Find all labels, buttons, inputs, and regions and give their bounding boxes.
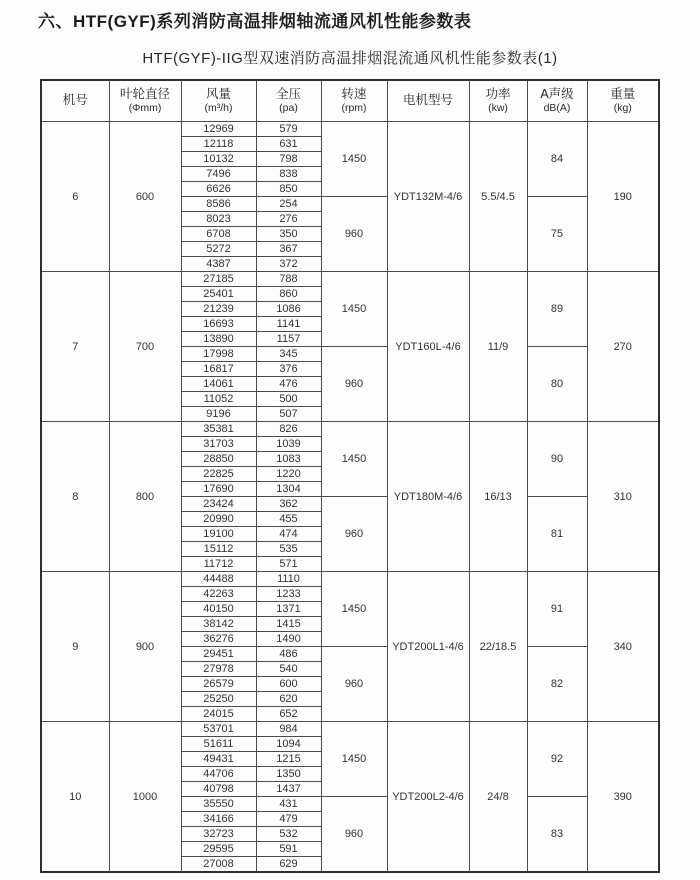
cell-rpm: 1450 <box>321 272 387 347</box>
cell-airflow: 11712 <box>181 557 256 572</box>
cell-airflow: 22825 <box>181 467 256 482</box>
cell-airflow: 29451 <box>181 647 256 662</box>
page-title: 六、HTF(GYF)系列消防高温排烟轴流通风机性能参数表 <box>38 12 472 31</box>
cell-airflow: 4387 <box>181 257 256 272</box>
cell-pressure: 376 <box>256 362 321 377</box>
cell-pressure: 579 <box>256 122 321 137</box>
cell-pressure: 826 <box>256 422 321 437</box>
col-header-label: 功率 <box>485 86 511 101</box>
cell-power: 11/9 <box>469 272 527 422</box>
cell-impeller-diameter: 1000 <box>109 722 181 873</box>
cell-noise-level: 90 <box>527 422 587 497</box>
cell-weight: 340 <box>587 572 659 722</box>
cell-pressure: 1141 <box>256 317 321 332</box>
cell-motor-model: YDT180M-4/6 <box>387 422 469 572</box>
col-header-label: 重量 <box>610 86 636 101</box>
cell-pressure: 1083 <box>256 452 321 467</box>
col-header-unit: (Φmm) <box>128 102 162 115</box>
cell-pressure: 345 <box>256 347 321 362</box>
cell-power: 24/8 <box>469 722 527 873</box>
cell-pressure: 838 <box>256 167 321 182</box>
cell-airflow: 23424 <box>181 497 256 512</box>
cell-pressure: 372 <box>256 257 321 272</box>
cell-motor-model: YDT132M-4/6 <box>387 122 469 272</box>
cell-impeller-diameter: 700 <box>109 272 181 422</box>
col-header-label: A声级 <box>540 86 574 101</box>
cell-motor-model: YDT200L2-4/6 <box>387 722 469 873</box>
cell-motor-model: YDT160L-4/6 <box>387 272 469 422</box>
cell-airflow: 28850 <box>181 452 256 467</box>
cell-noise-level: 83 <box>527 797 587 873</box>
cell-noise-level: 81 <box>527 497 587 572</box>
cell-rpm: 1450 <box>321 572 387 647</box>
col-header-motor-model <box>387 80 469 122</box>
cell-rpm: 960 <box>321 647 387 722</box>
cell-airflow: 38142 <box>181 617 256 632</box>
cell-rpm: 960 <box>321 497 387 572</box>
cell-airflow: 51611 <box>181 737 256 752</box>
col-header-label: 电机型号 <box>402 93 453 108</box>
cell-airflow: 31703 <box>181 437 256 452</box>
cell-airflow: 27008 <box>181 857 256 873</box>
table-row <box>41 272 659 287</box>
col-header-unit: dB(A) <box>543 102 571 115</box>
cell-pressure: 1415 <box>256 617 321 632</box>
cell-pressure: 431 <box>256 797 321 812</box>
cell-rpm: 1450 <box>321 122 387 197</box>
cell-power: 22/18.5 <box>469 572 527 722</box>
cell-pressure: 850 <box>256 182 321 197</box>
cell-pressure: 1157 <box>256 332 321 347</box>
cell-power: 5.5/4.5 <box>469 122 527 272</box>
table-row <box>41 122 659 137</box>
cell-airflow: 20990 <box>181 512 256 527</box>
cell-weight: 310 <box>587 422 659 572</box>
cell-airflow: 9196 <box>181 407 256 422</box>
cell-airflow: 36276 <box>181 632 256 647</box>
cell-airflow: 12969 <box>181 122 256 137</box>
col-header-label: 机号 <box>62 93 88 108</box>
cell-pressure: 1490 <box>256 632 321 647</box>
header-row <box>41 80 659 122</box>
cell-pressure: 1350 <box>256 767 321 782</box>
cell-pressure: 1110 <box>256 572 321 587</box>
col-header-unit: (rpm) <box>341 102 367 115</box>
cell-pressure: 571 <box>256 557 321 572</box>
table-body <box>41 122 659 873</box>
cell-motor-model: YDT200L1-4/6 <box>387 572 469 722</box>
table-header <box>41 80 659 122</box>
cell-pressure: 631 <box>256 137 321 152</box>
cell-pressure: 350 <box>256 227 321 242</box>
cell-airflow: 34166 <box>181 812 256 827</box>
cell-airflow: 40150 <box>181 602 256 617</box>
cell-pressure: 532 <box>256 827 321 842</box>
cell-airflow: 17690 <box>181 482 256 497</box>
cell-pressure: 540 <box>256 662 321 677</box>
cell-airflow: 32723 <box>181 827 256 842</box>
col-header-unit: (kw) <box>488 102 508 115</box>
cell-airflow: 16693 <box>181 317 256 332</box>
cell-airflow: 27978 <box>181 662 256 677</box>
col-header-weight <box>587 80 659 122</box>
cell-pressure: 984 <box>256 722 321 737</box>
cell-airflow: 10132 <box>181 152 256 167</box>
cell-airflow: 53701 <box>181 722 256 737</box>
cell-rpm: 960 <box>321 347 387 422</box>
cell-airflow: 17998 <box>181 347 256 362</box>
cell-airflow: 42263 <box>181 587 256 602</box>
cell-model-no: 9 <box>41 572 109 722</box>
cell-pressure: 486 <box>256 647 321 662</box>
cell-pressure: 476 <box>256 377 321 392</box>
cell-pressure: 362 <box>256 497 321 512</box>
cell-airflow: 6708 <box>181 227 256 242</box>
cell-airflow: 21239 <box>181 302 256 317</box>
cell-pressure: 455 <box>256 512 321 527</box>
cell-pressure: 860 <box>256 287 321 302</box>
cell-noise-level: 75 <box>527 197 587 272</box>
col-header-noise-level <box>527 80 587 122</box>
cell-airflow: 35550 <box>181 797 256 812</box>
cell-pressure: 507 <box>256 407 321 422</box>
cell-pressure: 1220 <box>256 467 321 482</box>
cell-airflow: 5272 <box>181 242 256 257</box>
cell-pressure: 500 <box>256 392 321 407</box>
cell-model-no: 10 <box>41 722 109 873</box>
cell-airflow: 27185 <box>181 272 256 287</box>
cell-noise-level: 92 <box>527 722 587 797</box>
cell-weight: 190 <box>587 122 659 272</box>
cell-pressure: 1094 <box>256 737 321 752</box>
cell-impeller-diameter: 800 <box>109 422 181 572</box>
page-subtitle: HTF(GYF)-IIG型双速消防高温排烟混流通风机性能参数表(1) <box>142 50 558 67</box>
cell-airflow: 13890 <box>181 332 256 347</box>
cell-pressure: 591 <box>256 842 321 857</box>
cell-airflow: 44488 <box>181 572 256 587</box>
cell-pressure: 474 <box>256 527 321 542</box>
cell-pressure: 535 <box>256 542 321 557</box>
cell-noise-level: 84 <box>527 122 587 197</box>
col-header-unit: (m³/h) <box>204 102 233 115</box>
cell-noise-level: 82 <box>527 647 587 722</box>
document-page <box>0 7 700 873</box>
cell-noise-level: 80 <box>527 347 587 422</box>
cell-model-no: 8 <box>41 422 109 572</box>
cell-pressure: 1371 <box>256 602 321 617</box>
cell-airflow: 6626 <box>181 182 256 197</box>
table-row <box>41 422 659 437</box>
cell-weight: 390 <box>587 722 659 873</box>
cell-airflow: 49431 <box>181 752 256 767</box>
cell-pressure: 1086 <box>256 302 321 317</box>
cell-pressure: 1304 <box>256 482 321 497</box>
cell-pressure: 788 <box>256 272 321 287</box>
cell-weight: 270 <box>587 272 659 422</box>
cell-airflow: 44706 <box>181 767 256 782</box>
cell-rpm: 960 <box>321 797 387 873</box>
cell-airflow: 24015 <box>181 707 256 722</box>
table-row <box>41 572 659 587</box>
col-header-airflow <box>181 80 256 122</box>
cell-pressure: 600 <box>256 677 321 692</box>
cell-pressure: 652 <box>256 707 321 722</box>
cell-airflow: 14061 <box>181 377 256 392</box>
cell-impeller-diameter: 600 <box>109 122 181 272</box>
cell-noise-level: 89 <box>527 272 587 347</box>
col-header-unit: (kg) <box>613 102 632 115</box>
cell-pressure: 479 <box>256 812 321 827</box>
cell-pressure: 1039 <box>256 437 321 452</box>
cell-pressure: 254 <box>256 197 321 212</box>
cell-airflow: 35381 <box>181 422 256 437</box>
col-header-unit: (pa) <box>279 102 298 115</box>
cell-airflow: 25401 <box>181 287 256 302</box>
cell-airflow: 12118 <box>181 137 256 152</box>
cell-pressure: 1233 <box>256 587 321 602</box>
cell-model-no: 7 <box>41 272 109 422</box>
cell-airflow: 16817 <box>181 362 256 377</box>
col-header-label: 风量 <box>205 86 231 101</box>
col-header-power <box>469 80 527 122</box>
cell-pressure: 1215 <box>256 752 321 767</box>
cell-pressure: 629 <box>256 857 321 873</box>
table-row <box>41 722 659 737</box>
cell-pressure: 798 <box>256 152 321 167</box>
col-header-impeller-diameter <box>109 80 181 122</box>
cell-airflow: 11052 <box>181 392 256 407</box>
cell-noise-level: 91 <box>527 572 587 647</box>
cell-pressure: 367 <box>256 242 321 257</box>
cell-rpm: 960 <box>321 197 387 272</box>
cell-rpm: 1450 <box>321 422 387 497</box>
col-header-label: 全压 <box>275 86 301 101</box>
col-header-rpm <box>321 80 387 122</box>
cell-airflow: 7496 <box>181 167 256 182</box>
cell-model-no: 6 <box>41 122 109 272</box>
cell-airflow: 40798 <box>181 782 256 797</box>
col-header-model-no <box>41 80 109 122</box>
cell-airflow: 25250 <box>181 692 256 707</box>
cell-airflow: 29595 <box>181 842 256 857</box>
cell-airflow: 15112 <box>181 542 256 557</box>
cell-pressure: 620 <box>256 692 321 707</box>
col-header-label: 叶轮直径 <box>119 86 170 101</box>
cell-power: 16/13 <box>469 422 527 572</box>
cell-airflow: 8023 <box>181 212 256 227</box>
cell-airflow: 26579 <box>181 677 256 692</box>
cell-impeller-diameter: 900 <box>109 572 181 722</box>
cell-pressure: 276 <box>256 212 321 227</box>
cell-airflow: 19100 <box>181 527 256 542</box>
fan-performance-table <box>40 79 660 873</box>
col-header-pressure <box>256 80 321 122</box>
cell-airflow: 8586 <box>181 197 256 212</box>
col-header-label: 转速 <box>341 86 367 101</box>
cell-rpm: 1450 <box>321 722 387 797</box>
cell-pressure: 1437 <box>256 782 321 797</box>
